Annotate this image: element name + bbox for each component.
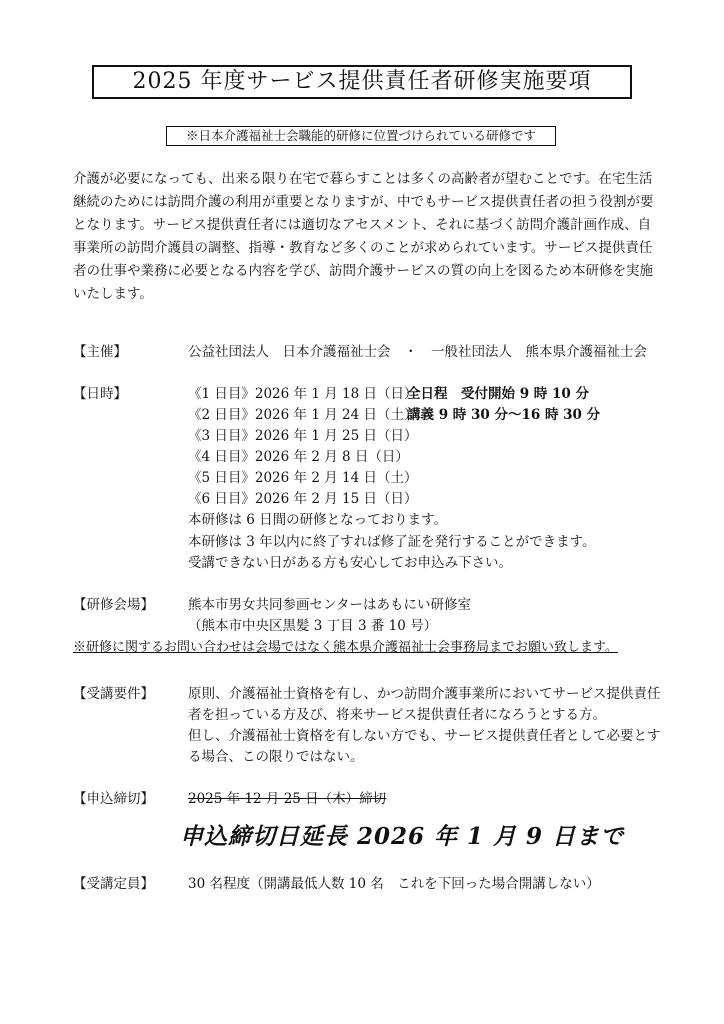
intro-line: 事業所の訪問介護員の調整、指導・教育など多くのことが求められています。サービス提供責任 xyxy=(73,240,653,256)
intro-line: 継続のためには訪問介護の利用が重要となりますが、中でもサービス提供責任者の担う役割が要 xyxy=(73,194,654,210)
capacity-label: 【受講定員】 xyxy=(73,876,154,892)
deadline-label: 【申込締切】 xyxy=(73,791,154,807)
intro-line: 介護が必要になっても、出来る限り在宅で暮らすことは多くの高齢者が望むことです。在宅生活 xyxy=(73,171,653,187)
intro-paragraph xyxy=(73,168,673,306)
venue-address: （熊本市中央区黒髪 3 丁目 3 番 10 号） xyxy=(188,618,438,634)
schedule-day: 《5 日目》2026 年 2 月 14 日（土） xyxy=(188,470,418,486)
schedule-day: 《6 日目》2026 年 2 月 15 日（日） xyxy=(188,491,418,507)
subtitle-note: ※日本介護福祉士会職能的研修に位置づけられている研修です xyxy=(166,126,556,146)
inquiry-note: ※研修に関するお問い合わせは会場ではなく熊本県介護福祉士会事務局までお願い致します。 xyxy=(73,640,618,655)
old-deadline: 2025 年 12 月 25 日（木）締切 xyxy=(188,791,387,807)
schedule-note: 本研修は 3 年以内に終了すれば修了証を発行することができます。 xyxy=(188,534,596,550)
requirements-label: 【受講要件】 xyxy=(73,686,154,702)
schedule-day: 《4 日目》2026 年 2 月 8 日（日） xyxy=(188,449,409,465)
schedule-day: 《2 日目》2026 年 1 月 24 日（土） xyxy=(188,407,418,423)
requirements-line: 者を担っている方及び、将来サービス提供責任者になろうとする方。 xyxy=(188,707,606,723)
schedule-day: 《3 日目》2026 年 1 月 25 日（日） xyxy=(188,428,418,444)
intro-line: いたします。 xyxy=(73,286,153,302)
requirements-line: 原則、介護福祉士資格を有し、かつ訪問介護事業所においてサービス提供責任 xyxy=(188,686,661,702)
schedule-label: 【日時】 xyxy=(73,386,127,402)
extended-deadline: 申込締切日延長 2026 年 1 月 9 日まで xyxy=(180,823,625,850)
requirements-line: 但し、介護福祉士資格を有しない方でも、サービス提供責任者として必要とす xyxy=(188,728,661,744)
venue-label: 【研修会場】 xyxy=(73,597,154,613)
document-title: 2025 年度サービス提供責任者研修実施要項 xyxy=(92,65,632,99)
requirements-line: る場合、この限りではない。 xyxy=(188,749,364,765)
intro-line: となります。サービス提供責任者には適切なアセスメント、それに基づく訪問介護計画作成、自 xyxy=(73,217,652,233)
organizer-value: 公益社団法人 日本介護福祉士会 ・ 一般社団法人 熊本県介護福祉士会 xyxy=(188,344,647,360)
capacity-value: 30 名程度（開講最低人数 10 名 これを下回った場合開講しない） xyxy=(188,876,600,892)
schedule-day: 《1 日目》2026 年 1 月 18 日（日） xyxy=(188,386,418,402)
intro-line: 者の仕事や業務に必要となる内容を学び、訪問介護サービスの質の向上を図るため本研修を実施 xyxy=(73,263,653,279)
schedule-note: 受講できない日がある方も安心してお申込み下さい。 xyxy=(188,555,512,571)
schedule-note: 本研修は 6 日間の研修となっております。 xyxy=(188,512,448,528)
venue-name: 熊本市男女共同参画センターはあもにい研修室 xyxy=(188,597,471,613)
schedule-reception-time: 全日程 受付開始 9 時 10 分 xyxy=(407,386,589,402)
schedule-lecture-time: 講義 9 時 30 分～16 時 30 分 xyxy=(407,407,601,423)
organizer-label: 【主催】 xyxy=(73,344,127,360)
